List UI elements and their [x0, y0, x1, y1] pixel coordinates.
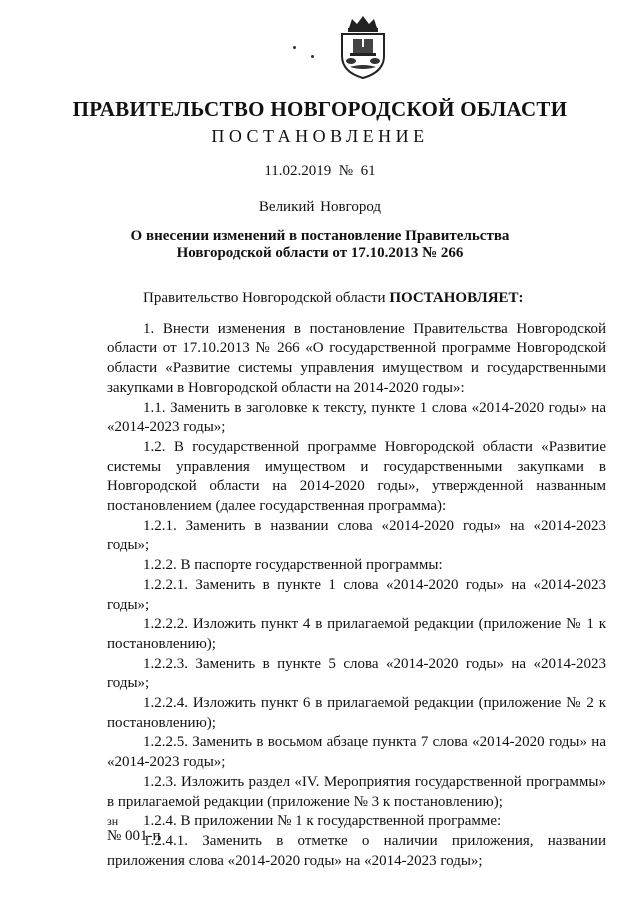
paragraph: 1.2.3. Изложить раздел «IV. Мероприятия государственной программы» в прилагаемой редакции (приложение № 3 к постановлению); [107, 773, 606, 810]
paragraph: 1.2.2.2. Изложить пункт 4 в прилагаемой редакции (приложение № 1 к постановлению); [107, 616, 606, 652]
paragraph: 1.2.2.3. Заменить в пункте 5 слова «2014-2020 годы» на «2014-2023 годы»; [107, 655, 606, 692]
document-subject [0, 228, 640, 262]
scan-speck [293, 46, 296, 49]
paragraph: 1.2.2. В паспорте государственной программы: [143, 557, 443, 574]
scan-speck [311, 55, 314, 58]
subject-line: Новгородской области от 17.10.2013 № 266 [176, 245, 464, 261]
footer-initials: зн [107, 814, 119, 828]
paragraph: 1. Внести изменения в постановление Правительства Новгородской области от 17.10.2013 № 266 «О государственной программе Новгородской области «Развитие системы управления имуществом и государственными закупками в Новгородской области на 2014-2020 годы»: [107, 320, 606, 396]
paragraph: 1.2.2.1. Заменить в пункте 1 слова «2014-2020 годы» на «2014-2023 годы»; [107, 576, 606, 613]
preamble-text: Правительство Новгородской области [143, 290, 390, 306]
document-body [107, 289, 606, 871]
paragraph: 1.1. Заменить в заголовке к тексту, пункте 1 слова «2014-2020 годы» на «2014-2023 годы»; [107, 399, 606, 436]
coat-of-arms-icon [336, 14, 390, 80]
footer [107, 815, 161, 845]
footer-number: № 001-п [107, 828, 161, 844]
document-type: ПОСТАНОВЛЕНИЕ [211, 126, 429, 146]
date-and-number: 11.02.2019 № 61 [264, 163, 376, 179]
paragraph: 1.2.2.5. Заменить в восьмом абзаце пункта 7 слова «2014-2020 годы» на «2014-2023 годы»; [107, 734, 606, 771]
subject-line: О внесении изменений в постановление Правительства [130, 228, 510, 244]
paragraph: 1.2.4. В приложении № 1 к государственной программе: [143, 813, 502, 830]
preamble [107, 289, 606, 309]
paragraph: 1.2. В государственной программе Новгородской области «Развитие системы управления имуществом и государственными закупками в Новгородской области на 2014-2020 годы», утвержденной названным постановлением (далее государственная программа): [107, 438, 606, 515]
paragraph: 1.2.4.1. Заменить в отметке о наличии приложения, названии приложения слова «2014-2020 годы» на «2014-2023 годы»; [107, 832, 606, 869]
paragraph: 1.2.1. Заменить в названии слова «2014-2020 годы» на «2014-2023 годы»; [107, 517, 606, 554]
preamble-bold: ПОСТАНОВЛЯЕТ: [389, 290, 524, 306]
city: Великий Новгород [258, 199, 382, 215]
paragraph: 1.2.2.4. Изложить пункт 6 в прилагаемой редакции (приложение № 2 к постановлению); [107, 695, 606, 731]
government-title: ПРАВИТЕЛЬСТВО НОВГОРОДСКОЙ ОБЛАСТИ [72, 97, 568, 121]
